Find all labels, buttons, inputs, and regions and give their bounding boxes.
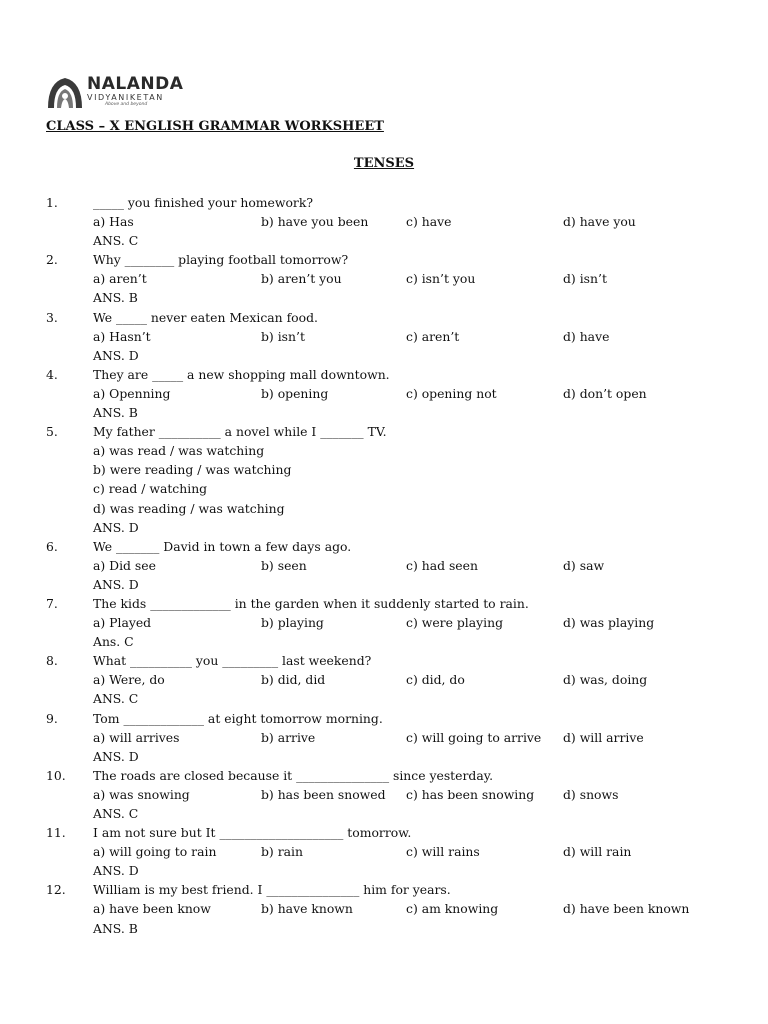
option-b: b) were reading / was watching: [93, 462, 292, 478]
option-c: c) aren’t: [406, 328, 460, 344]
option-row: [0, 785, 768, 804]
option-b: b) rain: [261, 844, 303, 860]
question-number: 3.: [46, 309, 58, 325]
answer-key: ANS. B: [93, 290, 138, 306]
option-a: a) was read / was watching: [93, 443, 265, 459]
answer-key: ANS. D: [93, 576, 139, 592]
question-item: [0, 651, 768, 670]
question-number: 5.: [46, 424, 58, 440]
option-row: [0, 384, 768, 403]
option-row: [0, 556, 768, 575]
option-b: b) arrive: [261, 729, 316, 745]
answer-key: ANS. D: [93, 347, 139, 363]
option-d: d) have you: [563, 214, 636, 230]
question-number: 2.: [46, 252, 58, 268]
option-a: a) Did see: [93, 557, 156, 573]
option-b: b) playing: [261, 615, 324, 631]
option-d: d) will arrive: [563, 729, 644, 745]
option-row: [0, 212, 768, 231]
answer-key: ANS. D: [93, 863, 139, 879]
option-row: [0, 842, 768, 861]
option-b: b) seen: [261, 557, 307, 573]
question-item: [0, 365, 768, 384]
answer-key: ANS. B: [93, 405, 138, 421]
school-logo: [46, 74, 183, 110]
question-text: The kids _____________ in the garden when it suddenly started to rain.: [93, 595, 529, 611]
option-a: a) Hasn’t: [93, 328, 151, 344]
question-number: 12.: [46, 882, 66, 898]
option-d: d) was reading / was watching: [93, 500, 285, 516]
question-number: 7.: [46, 595, 58, 611]
option-b: b) have known: [261, 901, 353, 917]
question-number: 6.: [46, 538, 58, 554]
answer-key: ANS. B: [93, 920, 138, 936]
question-text: William is my best friend. I _______________ him for years.: [93, 882, 451, 898]
option-c: c) isn’t you: [406, 271, 476, 287]
question-item: [0, 766, 768, 785]
logo-tagline: Above and beyond: [105, 102, 148, 107]
logo-subtitle: VIDYANIKETAN: [87, 93, 164, 102]
option-a: a) will arrives: [93, 729, 180, 745]
question-number: 10.: [46, 767, 66, 783]
option-b: b) aren’t you: [261, 271, 342, 287]
question-text: The roads are closed because it _______________ since yesterday.: [93, 767, 494, 783]
question-list: [0, 193, 768, 938]
option-row: [0, 327, 768, 346]
option-d: d) isn’t: [563, 271, 607, 287]
question-item: [0, 823, 768, 842]
option-d: d) will rain: [563, 844, 632, 860]
option-d: d) have been known: [563, 901, 690, 917]
option-d: d) was playing: [563, 615, 655, 631]
question-number: 11.: [46, 825, 66, 841]
option-a: a) aren’t: [93, 271, 147, 287]
question-item: [0, 422, 768, 441]
answer-key: ANS. D: [93, 748, 139, 764]
option-d: d) saw: [563, 557, 605, 573]
option-c: c) have: [406, 214, 452, 230]
option-d: d) have: [563, 328, 610, 344]
question-text: I am not sure but It ____________________ tomorrow.: [93, 825, 412, 841]
question-text: Tom _____________ at eight tomorrow morning.: [93, 710, 383, 726]
option-c: c) has been snowing: [406, 786, 535, 802]
option-d: d) snows: [563, 786, 619, 802]
question-text: My father __________ a novel while I _______ TV.: [93, 424, 387, 440]
question-number: 8.: [46, 653, 58, 669]
option-b: b) isn’t: [261, 328, 305, 344]
option-b: b) opening: [261, 385, 329, 401]
answer-key: ANS. D: [93, 519, 139, 535]
question-text: _____ you finished your homework?: [93, 195, 314, 210]
option-c: c) were playing: [406, 615, 504, 631]
option-b: b) has been snowed: [261, 786, 386, 802]
option-c: c) read / watching: [93, 481, 208, 497]
option-c: c) will going to arrive: [406, 729, 542, 745]
option-row: [0, 670, 768, 689]
question-item: [0, 250, 768, 269]
nalanda-emblem-icon: [46, 74, 84, 110]
answer-key: ANS. C: [93, 691, 139, 707]
logo-name: NALANDA: [87, 74, 184, 94]
option-row: [0, 269, 768, 288]
option-b: b) have you been: [261, 214, 369, 230]
option-c: c) did, do: [406, 672, 465, 688]
question-number: 1.: [46, 195, 58, 210]
topic-heading: TENSES: [353, 156, 415, 171]
option-c: c) am knowing: [406, 901, 499, 917]
question-item: [0, 308, 768, 327]
option-d: d) don’t open: [563, 385, 647, 401]
option-a: a) Has: [93, 214, 134, 230]
question-text: What __________ you _________ last weekend?: [93, 653, 372, 669]
option-d: d) was, doing: [563, 672, 648, 688]
question-number: 9.: [46, 710, 58, 726]
answer-key: ANS. C: [93, 806, 139, 821]
question-item: [0, 709, 768, 728]
option-a: a) have been know: [93, 901, 211, 917]
option-row: [0, 728, 768, 747]
option-c: c) had seen: [406, 557, 478, 573]
answer-key: ANS. C: [93, 233, 139, 249]
question-text: We _____ never eaten Mexican food.: [93, 309, 318, 325]
worksheet-title: CLASS – X ENGLISH GRAMMAR WORKSHEET: [46, 119, 384, 134]
question-text: They are _____ a new shopping mall downtown.: [93, 366, 390, 382]
option-c: c) opening not: [406, 385, 497, 401]
option-c: c) will rains: [406, 844, 480, 860]
option-a: a) Played: [93, 615, 152, 631]
option-row: [0, 613, 768, 632]
option-a: a) was snowing: [93, 786, 190, 802]
option-a: a) will going to rain: [93, 844, 217, 860]
question-item: [0, 594, 768, 613]
option-a: a) Openning: [93, 385, 171, 401]
option-row: [0, 899, 768, 918]
question-item: [0, 537, 768, 556]
question-number: 4.: [46, 366, 58, 382]
question-item: [0, 880, 768, 899]
question-text: Why ________ playing football tomorrow?: [93, 252, 349, 268]
question-item: [0, 193, 768, 212]
option-b: b) did, did: [261, 672, 326, 688]
answer-key: Ans. C: [93, 634, 134, 650]
option-a: a) Were, do: [93, 672, 165, 688]
question-text: We _______ David in town a few days ago.: [93, 538, 352, 554]
